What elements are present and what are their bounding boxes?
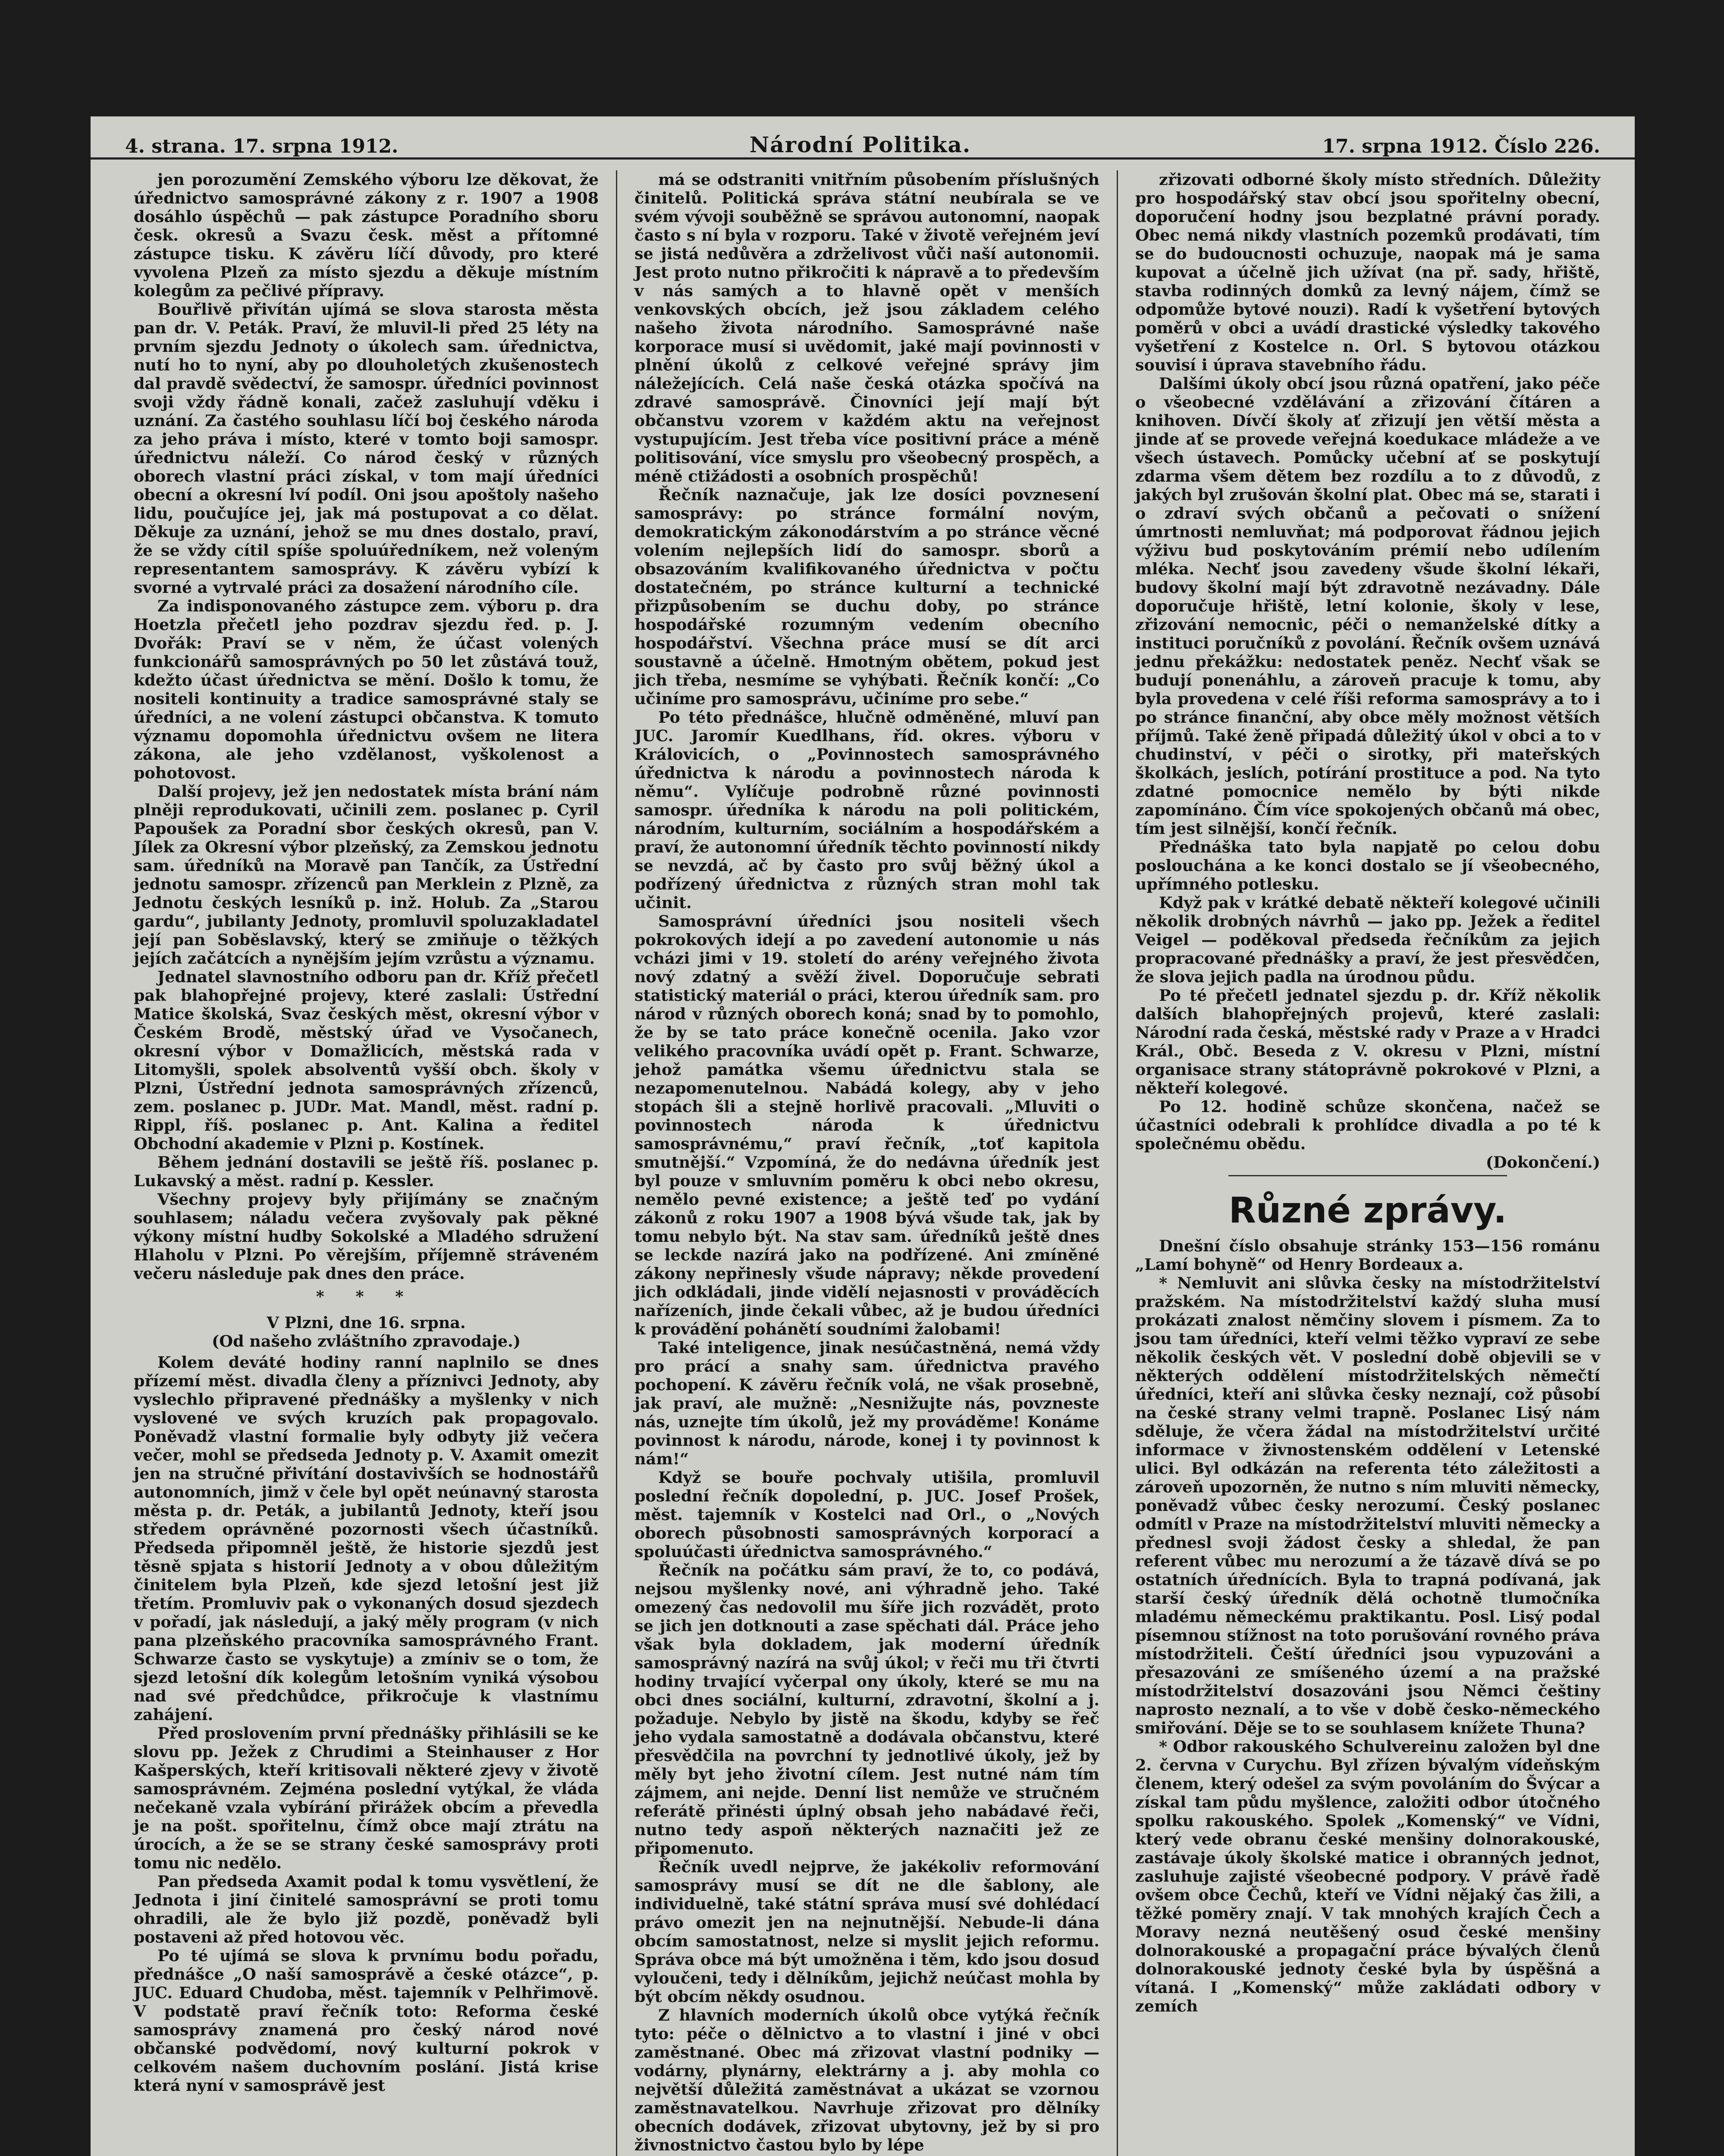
paragraph: Bouřlivě přivítán ujímá se slova starosta města pan dr. V. Peták. Praví, že mluvil-li před 25 léty na prvním sjezdu Jednoty o úkolech sam. úřednictva, nutí ho to nyní, aby po dlouholetých zkušenostech dal pravdě svědectví, že samospr. úředníci povinnost svoji vždy řádně konali, začež zasluhují vděku i uznání. Za častého souhlasu líčí boj českého národa za jeho práva i místo, které v tomto boji samospr. úřednictvu náleží. Co národ český v různých oborech vlastní práci získal, v tom mají úředníci obecní a okresní lví podíl. Oni jsou apoštoly našeho lidu, poučujíce jej, jak má postupovat a co dělat. Děkuje za uznání, jehož se mu dnes dostalo, praví, že se vždy cítil spíše spoluúředníkem, než voleným representantem samosprávy. K závěru vybízí k svorné a vytrvalé práci za dosažení národního cíle. <box>134 300 599 597</box>
paragraph: Řečník uvedl nejprve, že jakékoliv reformování samosprávy musí se dít ne dle šablony, ale individuelně, také státní správa musí své dohlédací právo omezit jen na nejnutnější. Nebude-li dána obcím samostatnost, nelze si myslit jejich reformu. Správa obce má být umožněna i těm, kdo jsou dosud vyloučeni, tedy i dělníkům, jejichž neúčast mohla by být obcím někdy osudnou. <box>634 1858 1099 2006</box>
paragraph: Po této přednášce, hlučně odměněné, mluví pan JUC. Jaromír Kuedlhans, říd. okres. výboru v Královicích, o „Povinnostech samosprávného úřednictva k národu a povinnostech národa k němu“. Vylíčuje podrobně různé povinnosti samospr. úředníka k národu na poli politickém, národním, kulturním, sociálním a hospodářském a praví, že autonomní úředník těchto povinností nikdy se nevzdá, ač by často pro svůj běžný úkol a podřízený úřednictva z různých stran mohl tak učinit. <box>634 708 1099 912</box>
paragraph: Když pak v krátké debatě někteří kolegové učinili několik drobných návrhů — jako pp. Ježek a ředitel Veigel — poděkoval předseda řečníkům za jejich propracované přednášky a praví, že jest přesvědčen, že slova jejich padla na úrodnou půdu. <box>1135 893 1600 986</box>
section-separator: * * * <box>316 1287 417 1306</box>
paragraph: Po té ujímá se slova k prvnímu bodu pořadu, přednášce „O naší samosprávě a české otázce“, p. JUC. Eduard Chudoba, měst. tajemník v Pelhřimově. V podstatě praví řečník toto: Reforma české samosprávy znamená pro český národ nové občanské podvědomí, nový kulturní pokrok v celkovém našem duchovním poslání. Jistá krise která nyní v samosprávě jest <box>134 1946 599 2095</box>
dateline: V Plzni, dne 16. srpna. <box>267 1313 466 1332</box>
column-2 <box>616 170 1117 2156</box>
header-issue-number: 17. srpna 1912. Číslo 226. <box>1322 135 1600 157</box>
divider <box>1228 1175 1507 1176</box>
masthead-title: Národní Politika. <box>749 132 971 157</box>
paragraph: Kolem deváté hodiny ranní naplnilo se dnes přízemí měst. divadla členy a příznivci Jednoty, aby vyslechlo připravené přednášky a myšlenky v nich vyslovené ve svých kruzích pak propagovalo. Poněvadž vlastní formalie byly odbyty již večera večer, mohl se předseda Jednoty p. V. Axamit omezit jen na stručné přivítání dostavivších se hodnostářů autonomních, jimž v čele byl opět neúnavný starosta města p. dr. Peták, a jubilantů Jednoty, kteří jsou středem oprávněné pozornosti všech účastníků. Předseda připomněl ještě, že historie sjezdů jest těsně spjata s historií Jednoty a v obou důležitým činitelem byla Plzeň, kde sjezd letošní jest již třetím. Promluviv pak o vykonaných dosud sjezdech v pořadí, jak následují, a jaký měly program (v nich pana plzeňského pracovníka samosprávného Frant. Schwarze často se vyskytuje) a zmíniv se o tom, že sjezd letošní dík kolegům letošním vyniká výsobou nad své předchůdce, přikročuje k vlastnímu zahájení. <box>134 1353 599 1724</box>
paragraph: Přednáška tato byla napjatě po celou dobu poslouchána a ke konci dostalo se jí všeobecného, upřímného potlesku. <box>1135 838 1600 893</box>
paragraph: Po 12. hodině schůze skončena, načež se účastníci odebrali k prohlídce divadla a po té k společnému obědu. <box>1135 1097 1600 1153</box>
paragraph: zřizovati odborné školy místo středních. Důležity pro hospodářský stav obcí jsou spořitelny obecní, doporučení hodny jsou bezplatné právní porady. Obec nemá nikdy vlastních pozemků prodávati, tím se do budoucnosti ochuzuje, naopak má je sama kupovat a účelně jich užívat (na př. sady, hřiště, stavba rodinných domků za levný nájem, čímž se odpomůže bytové nouzi). Radí k vyšetření bytových poměrů v obci a uvádí drastické výsledky takového vyšetření z Kostelce n. Orl. S bytovou otázkou souvisí i úprava stavebního řádu. <box>1135 170 1600 374</box>
page-header <box>91 116 1635 160</box>
paragraph: Také inteligence, jinak nesúčastněná, nemá vždy pro prácí a snahy sam. úřednictva pravého pochopení. K závěru řečník volá, ne však prosebně, jak praví, ale mužně: „Nesnižujte nás, povzneste nás, uznejte tím úkolů, jež my prováděme! Konáme povinnost k národu, národe, konej i ty povinnost k nám!“ <box>634 1338 1099 1468</box>
section-title: Různé zprávy. <box>1228 1190 1507 1231</box>
paragraph: jen porozumění Zemského výboru lze děkovat, že úřednictvo samosprávné zákony z r. 1907 a 1908 dosáhlo úspěchů — pak zástupce Poradního sboru česk. okresů a Svazu česk. měst a přítomné zástupce tisku. K závěru líčí důvody, pro které vyvolena Plzeň za místo sjezdu a děkuje místním kolegům za pečlivé přípravy. <box>134 170 599 300</box>
column-3 <box>1117 170 1617 2156</box>
paragraph: Když se bouře pochvaly utišila, promluvil poslední řečník dopolední, p. JUC. Josef Prošek, měst. tajemník v Kostelci nad Orl., o „Nových oborech působnosti samosprávných korporací a spoluúčasti úřednictva samosprávného.“ <box>634 1468 1099 1561</box>
paragraph: Všechny projevy byly přijímány se značným souhlasem; náladu večera zvyšovaly pak pěkné výkony místní hudby Sokolské a Mladého sdružení Hlaholu v Plzni. Po věrejším, příjemně stráveném večeru následuje pak dnes den práce. <box>134 1190 599 1283</box>
paragraph: Před proslovením první přednášky přihlásili se ke slovu pp. Ježek z Chrudimi a Steinhauser z Hor Kašperských, kteří kritisovali některé zjevy v životě samosprávném. Zejména poslední vytýkal, že vláda nečekaně vzala vybírání přirážek obcím a převedla je na pošt. spořitelnu, čímž obce mají ztrátu na úrocích, a že se se strany české samosprávy proti tomu nic nedělo. <box>134 1724 599 1872</box>
column-1 <box>116 170 616 2156</box>
paragraph: Dalšími úkoly obcí jsou různá opatření, jako péče o všeobecné vzdělávání a zřizování čítáren a knihoven. Dívčí školy ať zřizují jen větší města a jinde ať se provede veřejná koedukace mládeže a ve všech ústavech. Pomůcky učební ať se poskytují zdarma všem dětem bez rozdílu a to z důvodů, z jakých byl zrušován školní plat. Obec má se, starati i o zdraví svých občanů a pečovati o snížení úmrtnosti nemluvňat; má podporovat řádnou jejich výživu bud poskytováním prémií nebo udílením mléka. Nechť jsou zavedeny všude školní lékaři, budovy školní mají být zdravotně nezávadny. Dále doporučuje hřiště, letní kolonie, školy v lese, zřizování nemocnic, péči o nemanželské dítky a instituci poručníků z povolání. Řečník ovšem uznává jednu překážku: nedostatek peněz. Nechť však se budují ponenáhlu, a zároveň pracuje k tomu, aby byla provedena v celé říši reforma samosprávy a to i po stránce finanční, aby obce měly možnost větších příjmů. Také ženě připadá důležitý úkol v obci a to v chudinství, v péči o sirotky, při mateřských školkách, jeslích, potírání prostituce a pod. Na tyto zdatné pomocnice nemělo by býti nikde zapomínáno. Čím více spokojených občanů má obec, tím jest silnější, končí řečník. <box>1135 374 1600 838</box>
paragraph: Samosprávní úředníci jsou nositeli všech pokrokových idejí a po zavedení autonomie u nás vcházi jimi v 19. století do arény veřejného života nový zdatný a svěží živel. Doporučuje sebrati statistický materiál o práci, kterou úředník sam. pro národ v různých oborech koná; snad by to pomohlo, že by se tato práce konečně ocenila. Jako vzor velikého pracovníka uvádí opět p. Frant. Schwarze, jehož památka všemu úřednictvu stala se nezapomenutelnou. Nabádá kolegy, aby v jeho stopách šli a stejně horlivě pracovali. „Mluviti o povinnostech národa k úřednictvu samosprávnému,“ praví řečník, „toť kapitola smutnější.“ Vzpomíná, že do nedávna úředník jest byl pouze v smluvním poměru k obci nebo okresu, nemělo pevné existence; a ještě teď po vydání zákonů z roku 1907 a 1908 bývá všude tak, jak by tomu nebylo být. Na stav sam. úředníků ještě dnes se leckde nazírá jako na podřízené. Ani zmíněné zákony nepřinesly všude nápravy; někde provedení jich odkládali, jinde vidělí nejasnosti v prováděcích nařízeních, jinde čekali vůbec, až je budou úředníci k provádění pohánětí soudními žalobami! <box>634 912 1099 1338</box>
article-columns <box>116 170 1617 2156</box>
paragraph: Dnešní číslo obsahuje stránky 153—156 románu „Lamí bohyně“ od Henry Bordeaux a. <box>1135 1237 1600 1274</box>
paragraph: Další projevy, jež jen nedostatek místa brání nám plněji reprodukovati, učinili zem. poslanec p. Cyril Papoušek za Poradní sbor českých okresů, pan V. Jílek za Okresní výbor plzeňský, za Zemskou jednotu sam. úředníků na Moravě pan Tančík, za Ústřední jednotu samospr. zřízenců pan Merklein z Plzně, za Jednotu českých lesníků p. inž. Holub. Za „Starou gardu“, jubilanty Jednoty, promluvil spoluzakladatel její pan Soběslavský, který se zmiňuje o těžkých jejích začátcích a nynějším jejím vzrůstu a významu. <box>134 782 599 968</box>
article-continuation-note: (Dokončení.) <box>1485 1153 1600 1172</box>
paragraph: Za indisponovaného zástupce zem. výboru p. dra Hoetzla přečetl jeho pozdrav sjezdu řed. p. J. Dvořák: Praví se v něm, že účast volených funkcionářů samosprávných po 50 let zůstává touž, kdežto účast úřednictva se mění. Došlo k tomu, že nositeli kontinuity a tradice samosprávné staly se úředníci, a ne volení zástupci občanstva. K tomuto významu dopomohla úřednictvu ovšem ne litera zákona, ale jeho vzdělanost, vyškolenost a pohotovost. <box>134 597 599 782</box>
paragraph: Řečník na počátku sám praví, že to, co podává, nejsou myšlenky nové, ani výhradně jeho. Také omezený čas nedovolil mu šíře jich rozvádět, proto se jich jen dotknouti a zase spěchati dál. Práce jeho však byla dokladem, jak moderní úředník samosprávný nazírá na svůj úkol; v řeči mu tři čtvrti hodiny trvající vyčerpal ony úkoly, které se mu na obci dnes sociální, kulturní, zdravotní, školní a j. požaduje. Nebylo by jistě na škodu, kdyby se řeč jeho vydala samostatně a dodávala občanstvu, které přesvědčila na povrchní ty jednotlivé úkoly, jež by měly byt jeho životní cílem. Jest nutné nám tím zájmem, ani nejde. Denní list nemůže ve stručném referátě přinésti úplný obsah jeho nabádavé řeči, nutno tedy aspoň některých naznačiti jež ze připomenuto. <box>634 1561 1099 1858</box>
paragraph: Řečník naznačuje, jak lze dosíci povznesení samosprávy: po stránce formální novým, demokratickým zákonodárstvím a po stránce věcné volením nejlepších lidí do samospr. sborů a obsazováním kvalifikovaného úřednictva v počtu dostatečném, po stránce kulturní a technické přizpůsobením se duchu doby, po stránce hospodářské rozumným vedením obecního hospodářství. Všechna práce musí se dít arci soustavně a účelně. Hmotným obětem, pokud jest jich třeba, nesmíme se vyhýbati. Řečník končí: „Co učiníme pro samosprávu, učiníme pro sebe.“ <box>634 486 1099 708</box>
paragraph: Po té přečetl jednatel sjezdu p. dr. Kříž několik dalších blahopřejných projevů, které zaslali: Národní rada česká, městské rady v Praze a v Hradci Král., Obč. Beseda z V. okresu v Plzni, místní organisace strany státoprávně pokrokové v Plzni, a někteří kolegové. <box>1135 986 1600 1097</box>
paragraph: Z hlavních moderních úkolů obce vytýká řečník tyto: péče o dělnictvo a to vlastní i jiné v obci zaměstnané. Obec má zřizovat vlastní podniky — vodárny, plynárny, elektrárny a j. aby mohla co největší důležitá zaměstnávat a ukázat se vzornou zaměstnavatelkou. Navrhuje zřizovat pro dělníky obecních dodávek, zřizovat ubytovny, jež by si pro živnostnictvo častou bylo by lépe <box>634 2006 1099 2154</box>
newspaper-page <box>91 116 1635 2156</box>
correspondent-note: (Od našeho zvláštního zpravodaje.) <box>212 1332 521 1351</box>
paragraph: Během jednání dostavili se ještě říš. poslanec p. Lukavský a měst. radní p. Kessler. <box>134 1153 599 1190</box>
paragraph: Jednatel slavnostního odboru pan dr. Kříž přečetl pak blahopřejné projevy, které zaslali: Ústřední Matice školská, Svaz českých měst, okresní výbor v Českém Brodě, městský úřad ve Vysočanech, okresní výbor v Domažlicích, městská rada v Litomyšli, spolek absolventů vyšší obch. školy v Plzni, Ústřední jednota samosprávných zřízenců, zem. poslanec p. JUDr. Mat. Mandl, měst. radní p. Rippl, říš. poslanec p. Ant. Kalina a ředitel Obchodní akademie v Plzni p. Kostínek. <box>134 968 599 1153</box>
paragraph: * Odbor rakouského Schulvereinu založen byl dne 2. června v Curychu. Byl zřízen bývalým vídeňským členem, který odešel za svým povoláním do Švýcar a získal tam půdu myšlence, založiti odbor útočného spolku rakouského. Spolek „Komenský“ ve Vídni, který vede obranu české menšiny dolnorakouské, zastávaje úkoly školské matice i obranných jednot, zasluhuje zajisté všeobecné podpory. V právě řadě ovšem obce Čechů, kteří ve Vídni nějaký čas žili, a těžké pomĕry znají. V tak mnohých krajích Čech a Moravy nezná neutěšený osud české menšiny dolnorakouské a propagační práce bývalých členů dolnorakouské jednoty české byla by úspěšná a vítaná. I „Komenský“ může zakládati odbory v zemích <box>1135 1737 1600 2015</box>
header-page-date: 4. strana. 17. srpna 1912. <box>125 135 399 157</box>
paragraph: * Nemluvit ani slůvka česky na místodržitelství pražském. Na místodržitelství každý sluha musí prokázati znalost němčiny slovem i písmem. Za to jsou tam úředníci, kteří velmi těžko vypraví ze sebe několik českých vět. V poslední době objevili se v některých oddělení místodržitelských němečtí úředníci, kteří ani slůvka česky neznají, což působí na české strany velmi trapně. Poslanec Lisý nám sděluje, že včera žádal na místodržitelství určité informace v živnostenském oddělení v Letenské ulici. Byl odkázán na referenta této záležitosti a zároveň upozorněn, že nutno s ním mluviti německy, poněvadž vůbec česky nerozumí. Český poslanec odmítl v Praze na místodržitelství mluviti německy a přednesl svoji žádost česky a shledal, že pan referent vůbec mu nerozumí a že tázavě dívá se po ostatních úřednících. Byla to trapná podívaná, jak starší český úředník dělá ochotně tlumočníka mladému německému praktikantu. Posl. Lisý podal písemnou stížnost na toto porušování rovného práva místodržiteli. Čeští úředníci jsou vypuzováni a přesazováni ze smíšeného území a na pražské místodržitelství dosazováni jsou Němci češtiny naprosto neznalí, a to vše v době česko-německého smiřování. Děje se to se souhlasem knížete Thuna? <box>1135 1274 1600 1737</box>
paragraph: má se odstraniti vnitřním působením příslušných činitelů. Politická správa státní neubírala se ve svém vývoji souběžně se správou autonomní, naopak často s ní byla v rozporu. Také v životě veřejném jeví se jistá nedůvěra a zdrželivost vůči naší autonomii. Jest proto nutno přikročiti k nápravě a to především v nás samých a to hlavně opět v menších venkovských obcích, jež jsou základem celého našeho života národního. Samosprávné naše korporace musí si uvědomit, jaké mají povinnosti v plnění úkolů z celkové veřejné správy jim náležejících. Celá naše česká otázka spočívá na zdravé samosprávě. Činovníci její mají být občanstvu vzorem v každém aktu na veřejnost vystupujícím. Jest třeba více positivní práce a méně politisování, více smyslu pro všeobecný prospěch, a méně ctižádosti a osobních prospěchů! <box>634 170 1099 486</box>
paragraph: Pan předseda Axamit podal k tomu vysvětlení, že Jednota i jiní činitelé samosprávní se proti tomu ohradili, ale že bylo již pozdě, poněvadž byli postaveni až před hotovou věc. <box>134 1872 599 1946</box>
